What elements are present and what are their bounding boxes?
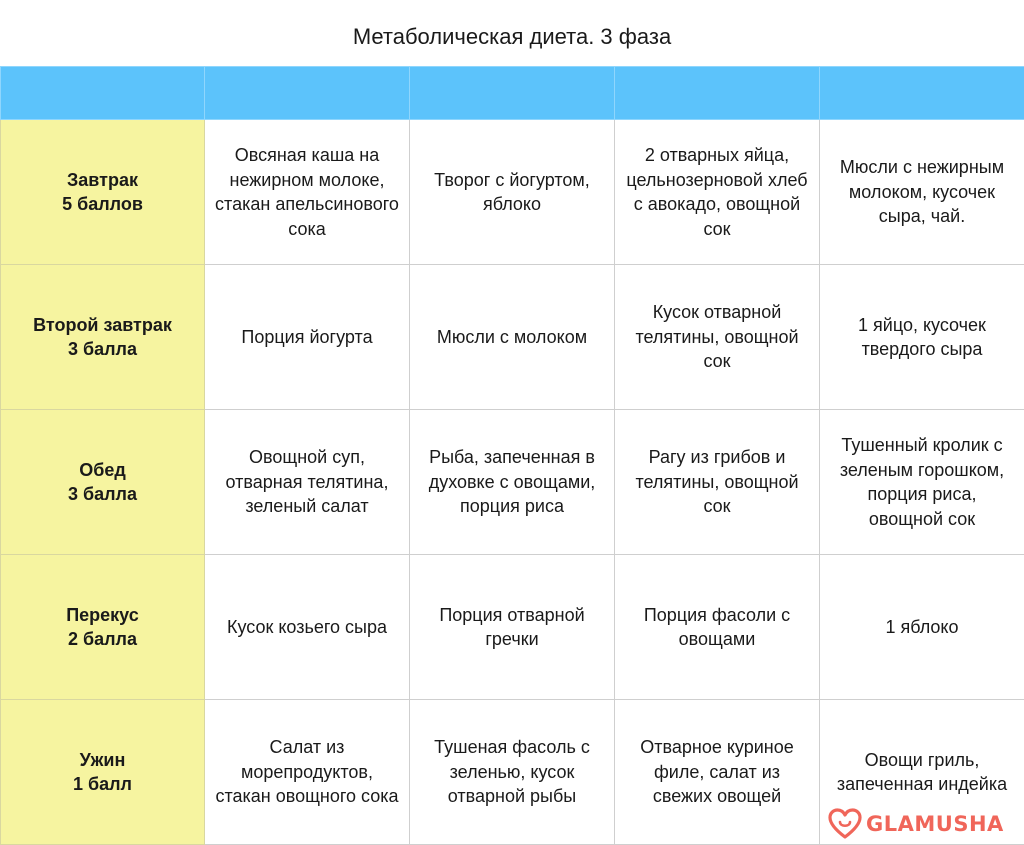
menu-cell: Мюсли с нежирным молоком, кусочек сыра, чай. [820,120,1024,265]
meal-label-cell [1,120,205,265]
table-row-snack [1,555,1024,700]
menu-cell: Овощной суп, отварная телятина, зеленый салат [205,410,410,555]
menu-cell: Салат из морепродуктов, стакан овощного сока [205,700,410,845]
page-title: Метаболическая диета. 3 фаза [352,24,672,49]
header-cell [1,67,205,120]
menu-cell: Рыба, запеченная в духовке с овощами, порция риса [410,410,615,555]
menu-cell: 2 отварных яйца, цельнозерновой хлеб с авокадо, овощной сок [615,120,820,265]
meal-label-cell [1,700,205,845]
menu-cell: 1 яйцо, кусочек твердого сыра [820,265,1024,410]
menu-cell: 1 яблоко [820,555,1024,700]
header-cell [820,67,1024,120]
menu-cell: Порция отварной гречки [410,555,615,700]
meal-label-cell [1,555,205,700]
meal-points: 3 балла [67,339,138,359]
meal-name: Перекус [66,604,139,625]
menu-cell: Творог с йогуртом, яблоко [410,120,615,265]
meal-points: 2 балла [67,629,138,649]
menu-cell: Тушеная фасоль с зеленью, кусок отварной рыбы [410,700,615,845]
table-row-second-breakfast [1,265,1024,410]
header-cell [615,67,820,120]
table-row-breakfast [1,120,1024,265]
menu-cell: Тушенный кролик с зеленым горошком, порция риса, овощной сок [820,410,1024,555]
meal-points: 1 балл [72,774,132,794]
meal-name: Обед [79,459,126,480]
meal-name: Второй завтрак [33,314,172,335]
header-cell [410,67,615,120]
table-row-lunch [1,410,1024,555]
menu-cell: Порция фасоли с овощами [615,555,820,700]
glamusha-logo [828,808,1004,840]
menu-cell: Порция йогурта [205,265,410,410]
menu-cell: Отварное куриное филе, салат из свежих овощей [615,700,820,845]
table-header-row [1,67,1024,120]
menu-cell: Кусок отварной телятины, овощной сок [615,265,820,410]
menu-cell: Мюсли с молоком [410,265,615,410]
menu-cell: Рагу из грибов и телятины, овощной сок [615,410,820,555]
menu-cell: Кусок козьего сыра [205,555,410,700]
meal-points: 5 баллов [62,194,143,214]
meal-label-cell [1,265,205,410]
menu-cell: Овсяная каша на нежирном молоке, стакан апельсинового сока [205,120,410,265]
diet-table [0,66,1024,845]
meal-points: 3 балла [67,484,138,504]
meal-name: Завтрак [67,169,138,190]
header-cell [205,67,410,120]
heart-icon [828,808,862,840]
meal-label-cell [1,410,205,555]
meal-name: Ужин [79,749,126,770]
logo-text: GLAMUSHA [866,812,1004,836]
menu-cell: Овощи гриль, запеченная индейка [820,700,1024,845]
